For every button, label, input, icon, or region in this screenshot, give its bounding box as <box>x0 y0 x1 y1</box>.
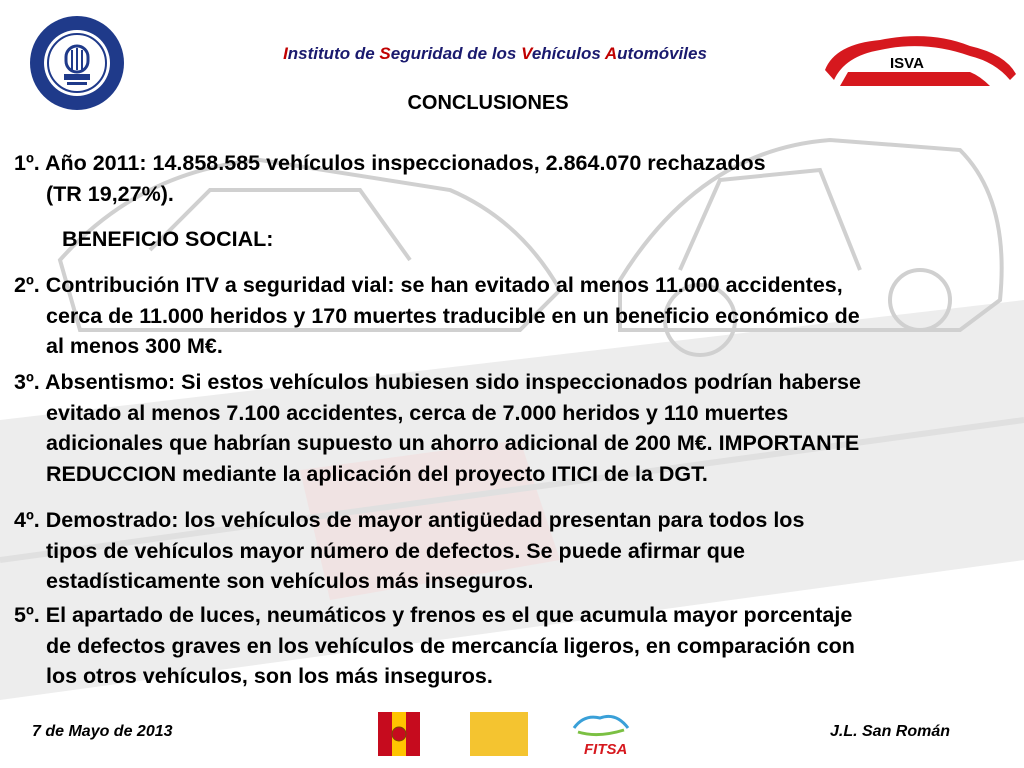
point-line: 3º. Absentismo: Si estos vehículos hubiesen sido inspeccionados podrían haberse <box>14 370 861 394</box>
conclusion-point-4 <box>14 505 1019 597</box>
point-line: 1º. Año 2011: 14.858.585 vehículos inspeccionados, 2.864.070 rechazados <box>14 151 766 175</box>
conclusion-point-5 <box>14 600 1019 692</box>
government-logo <box>378 712 528 756</box>
point-line: (TR 19,27%). <box>46 181 174 206</box>
benefit-label: BENEFICIO SOCIAL: <box>62 227 274 251</box>
footer-author: J.L. San Román <box>830 723 951 740</box>
point-line: los otros vehículos, son los más inseguros. <box>46 664 493 688</box>
footer-date: 7 de Mayo de 2013 <box>32 723 173 740</box>
institute-title-segment: nstituto de <box>287 44 380 63</box>
point-line: 2º. Contribución ITV a seguridad vial: se han evitado al menos 11.000 accidentes, <box>14 273 843 297</box>
point-line: adicionales que habrían supuesto un ahorro adicional de 200 M€. IMPORTANTE <box>46 431 860 455</box>
point-line: al menos 300 M€. <box>46 334 223 358</box>
institute-title-segment: utomóviles <box>617 44 707 63</box>
point-line: estadísticamente son vehículos más inseguros. <box>46 569 534 593</box>
institute-title-segment: ehículos <box>531 44 605 63</box>
conclusion-point-3 <box>14 367 1019 489</box>
isva-logo-text: ISVA <box>890 55 924 72</box>
point-line: evitado al menos 7.100 accidentes, cerca de 7.000 heridos y 110 muertes <box>46 400 789 425</box>
point-line: 4º. Demostrado: los vehículos de mayor antigüedad presentan para todos los <box>14 508 805 532</box>
page-title: CONCLUSIONES <box>407 92 569 114</box>
fitsa-logo <box>568 708 634 760</box>
point-line: cerca de 11.000 heridos y 170 muertes traducible en un beneficio económico de <box>46 303 860 328</box>
point-line: de defectos graves en los vehículos de mercancía ligeros, en comparación con <box>46 633 855 658</box>
conclusion-point-2 <box>14 270 1019 362</box>
institute-title <box>0 44 990 64</box>
institute-title-segment: I <box>283 44 288 63</box>
institute-title-segment: eguridad de los <box>390 44 522 63</box>
fitsa-logo-text: FITSA <box>584 741 628 758</box>
conclusion-point-1 <box>14 148 1019 209</box>
point-line: 5º. El apartado de luces, neumáticos y frenos es el que acumula mayor porcentaje <box>14 603 853 627</box>
point-line: tipos de vehículos mayor número de defectos. Se puede afirmar que <box>46 538 745 563</box>
institute-title-segment: S <box>379 44 391 63</box>
point-line: REDUCCION mediante la aplicación del proyecto ITICI de la DGT. <box>46 461 708 486</box>
institute-title-segment: V <box>521 44 532 63</box>
institute-title-segment: A <box>604 44 618 63</box>
